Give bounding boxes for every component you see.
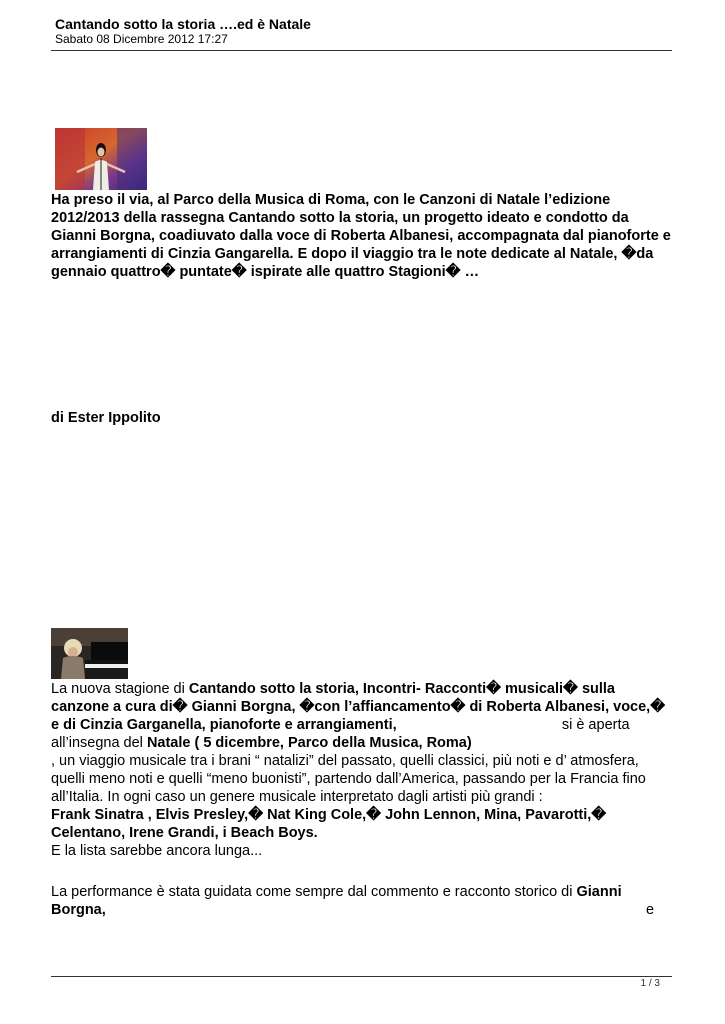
- host-name: Gianni Borgna,: [51, 884, 622, 918]
- singer-photo: [55, 128, 147, 190]
- byline: di Ester Ippolito: [51, 410, 161, 426]
- event-date: Natale ( 5 dicembre, Parco della Musica, Roma): [146, 735, 472, 751]
- body-text: si è aperta all’insegna del: [51, 717, 630, 751]
- body-text: , un viaggio musicale tra i brani “ natalizi” del passato, quelli classici, più noti e d’ atmosfera, quelli meno noti e quelli “meno buonisti”, partendo dall’America, passando per la Francia fino all’Italia. In ogni caso un genere musicale interpretato dagli artisti più grandi :: [51, 753, 646, 805]
- page-number: 1 / 3: [640, 978, 660, 989]
- artist-list: Frank Sinatra , Elvis Presley,� Nat King Cole,� John Lennon, Mina, Pavarotti,� Celentano, Irene Grandi, i Beach Boys.: [51, 807, 607, 841]
- pianist-photo: [51, 628, 128, 679]
- body-text: La performance è stata guidata come sempre dal commento e racconto storico di: [51, 884, 577, 900]
- body-text: La nuova stagione di: [51, 681, 189, 697]
- article-date: Sabato 08 Dicembre 2012 17:27: [55, 32, 228, 46]
- footer-divider: [51, 976, 672, 977]
- text-gap: [397, 717, 562, 733]
- event-title: Cantando sotto la storia, Incontri- Racconti� musicali� sulla canzone a cura di� Gianni Borgna, �con l’affiancamento� di Roberta Albanesi, voce,� e di Cinzia Garganella, pianoforte e arrangiamenti,: [51, 681, 666, 733]
- body-paragraph: [51, 680, 676, 860]
- performance-paragraph: [51, 883, 676, 919]
- body-text: E la lista sarebbe ancora lunga...: [51, 843, 263, 859]
- header-divider: [51, 50, 672, 51]
- article-title: Cantando sotto la storia ….ed è Natale: [55, 16, 311, 32]
- intro-paragraph: Ha preso il via, al Parco della Musica di Roma, con le Canzoni di Natale l’edizione 2012/2013 della rassegna Cantando sotto la storia, un progetto ideato e condotto da Gianni Borgna, coadiuvato dalla voce di Roberta Albanesi, accompagnata dal pianoforte e arrangiamenti di Cinzia Gangarella. E dopo il viaggio tra le note dedicate al Natale, �da gennaio quattro� puntate� ispirate alle quattro Stagioni� …: [51, 192, 671, 280]
- body-text: e: [646, 902, 655, 918]
